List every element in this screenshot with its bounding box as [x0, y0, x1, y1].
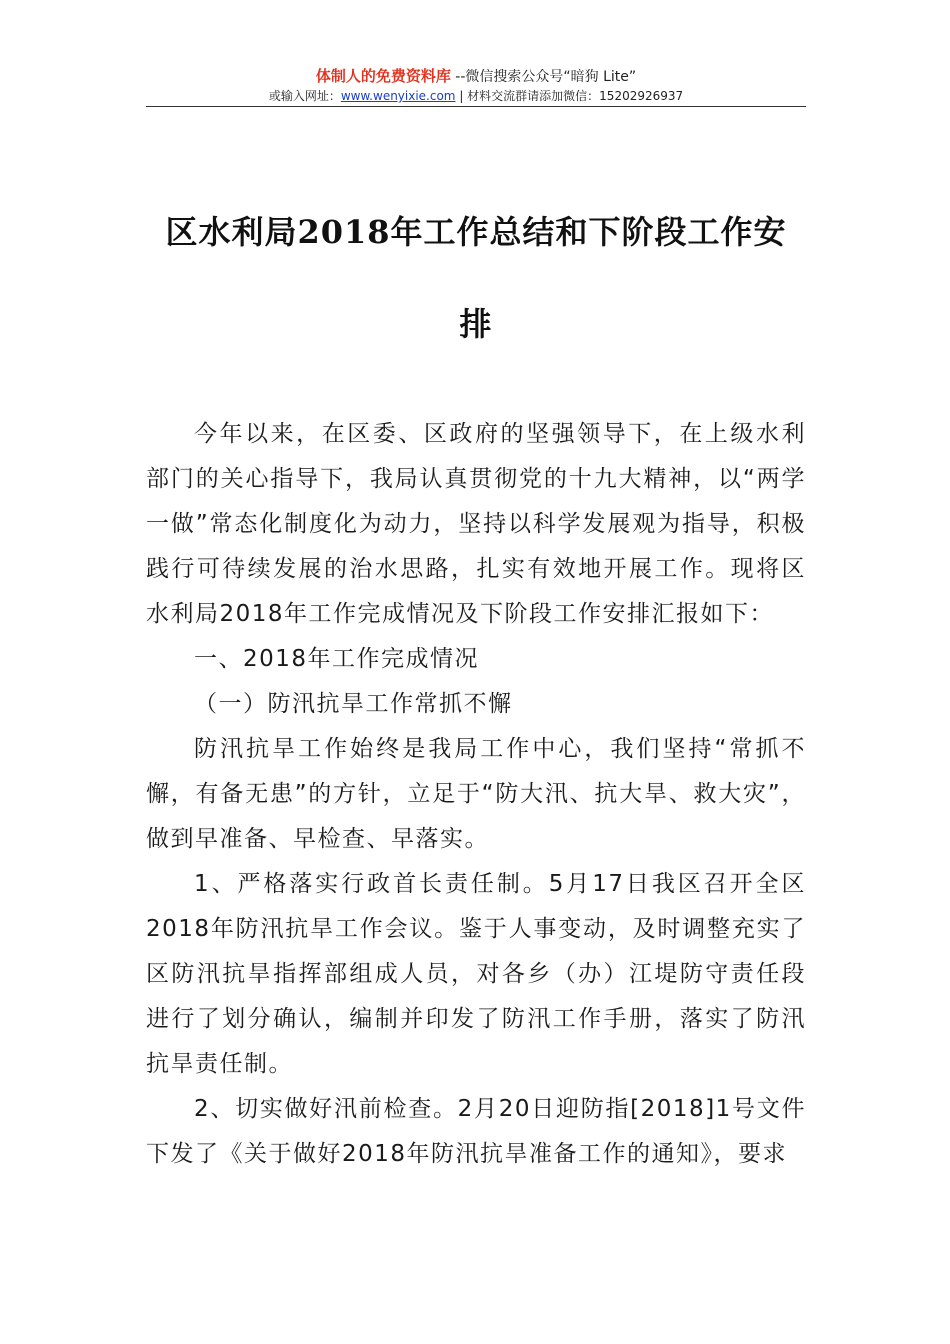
title-line-1: 区水利局2018年工作总结和下阶段工作安 [165, 213, 787, 251]
header-tagline: --微信搜索公众号“暗狗 Lite” [450, 69, 637, 85]
paragraph-item-2: 2、切实做好汛前检查。2月20日迎防指[2018]1号文件下发了《关于做好2018年防汛抗旱准备工作的通知》，要求 [146, 1096, 806, 1167]
document-body [146, 412, 806, 1177]
section-heading-1: 一、2018年工作完成情况 [194, 646, 480, 672]
paragraph-item-1: 1、严格落实行政首长责任制。5月17日我区召开全区2018年防汛抗旱工作会议。鉴于人事变动，及时调整充实了区防汛抗旱指挥部组成人员，对各乡（办）江堤防守责任段进行了划分确认，编制并印发了防汛工作手册，落实了防汛抗旱责任制。 [146, 871, 806, 1077]
page-header [146, 66, 806, 105]
paragraph-intro: 今年以来，在区委、区政府的坚强领导下，在上级水利部门的关心指导下，我局认真贯彻党的十九大精神，以“两学一做”常态化制度化为动力，坚持以科学发展观为指导，积极践行可待续发展的治水思路，扎实有效地开展工作。现将区水利局2018年工作完成情况及下阶段工作安排汇报如下： [146, 421, 806, 627]
header-contact: | 材料交流群请添加微信：15202926937 [455, 89, 684, 103]
header-url-link[interactable]: www.wenyixie.com [340, 89, 456, 103]
subsection-heading-1: （一）防汛抗旱工作常抓不懈 [194, 691, 513, 717]
header-line-1 [146, 66, 806, 87]
header-divider [146, 106, 806, 107]
header-url-prefix: 或输入网址： [268, 89, 341, 103]
header-line-2 [146, 87, 806, 105]
paragraph-flood-control: 防汛抗旱工作始终是我局工作中心，我们坚持“常抓不懈，有备无患”的方针，立足于“防大汛、抗大旱、救大灾”，做到早准备、早检查、早落实。 [146, 736, 806, 852]
title-line-2: 排 [459, 305, 493, 343]
document-title [146, 186, 806, 370]
header-brand: 体制人的免费资料库 [315, 67, 451, 85]
